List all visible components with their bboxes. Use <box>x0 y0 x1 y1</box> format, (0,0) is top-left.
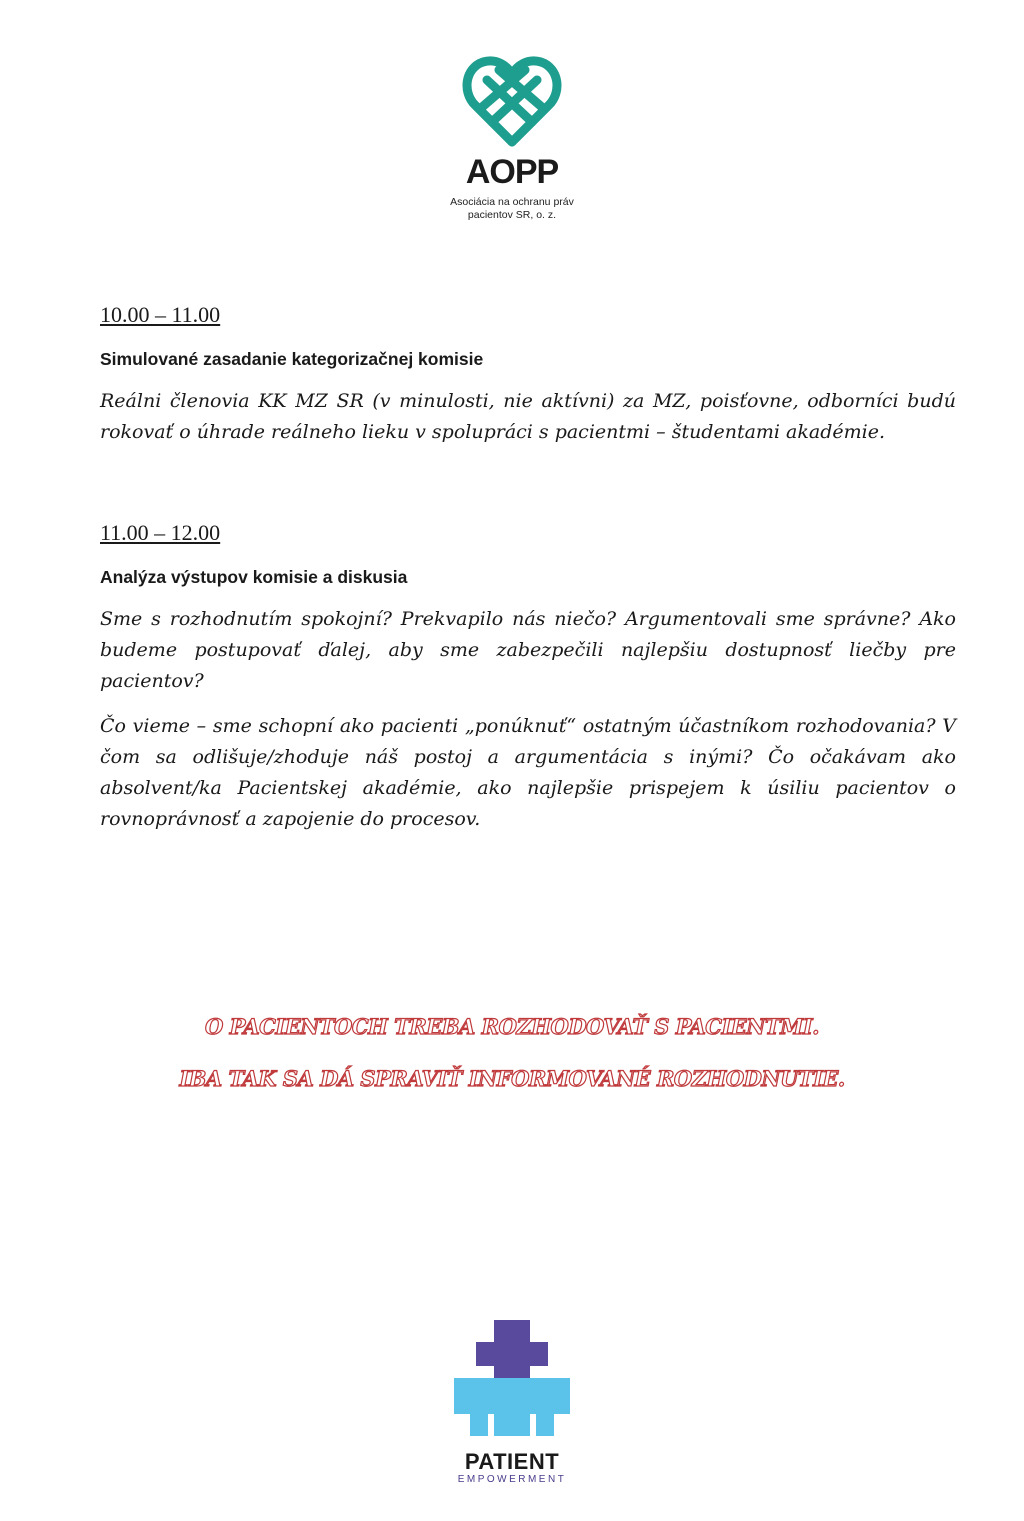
aopp-logo <box>0 50 1024 222</box>
aopp-logo-subtitle-2: pacientov SR, o. z. <box>467 209 557 221</box>
section-time: 11.00 – 12.00 <box>100 520 221 545</box>
aopp-logo-word: AOPP <box>465 153 559 191</box>
aopp-knot-icon <box>457 50 567 150</box>
program-section-2 <box>100 516 956 835</box>
aopp-logo-subtitle-1: Asociácia na ochranu práv <box>450 196 574 208</box>
section-time: 10.00 – 11.00 <box>100 302 221 327</box>
patient-empowerment-logo <box>0 1320 1024 1486</box>
section-paragraph: Sme s rozhodnutím spokojní? Prekvapilo nás niečo? Argumentovali sme správne? Ako budeme postupovať ďalej, aby sme zabezpečili najlepšiu dostupnosť liečby pre pacientov? <box>100 608 956 692</box>
section-title: Simulované zasadanie kategorizačnej komisie <box>100 349 484 369</box>
program-section-1 <box>100 298 956 448</box>
patient-logo-word: PATIENT <box>464 1449 560 1474</box>
section-paragraph: Reálni členovia KK MZ SR (v minulosti, nie aktívni) za MZ, poisťovne, odborníci budú rokovať o úhrade reálneho lieku v spolupráci s pacientmi – študentami akadémie. <box>100 390 956 443</box>
patient-logo-subtitle: EMPOWERMENT <box>457 1474 567 1485</box>
section-title: Analýza výstupov komisie a diskusia <box>100 567 408 587</box>
section-paragraph: Čo vieme – sme schopní ako pacienti „ponúknuť“ ostatným účastníkom rozhodovania? V čom sa odlišuje/zhoduje náš postoj a argumentácia s inými? Čo očakávam ako absolvent/ka Pacientskej akadémie, ako najlepšie prispejem k úsiliu pacientov o rovnoprávnosť a zapojenie do procesov. <box>100 715 956 830</box>
slogan-line-1: O PACIENTOCH TREBA ROZHODOVAŤ S PACIENTMI. <box>205 1014 819 1039</box>
patient-cross-icon <box>454 1320 570 1436</box>
slogan-line-2: IBA TAK SA DÁ SPRAVIŤ INFORMOVANÉ ROZHODNUTIE. <box>179 1066 845 1091</box>
program-content <box>100 298 956 835</box>
